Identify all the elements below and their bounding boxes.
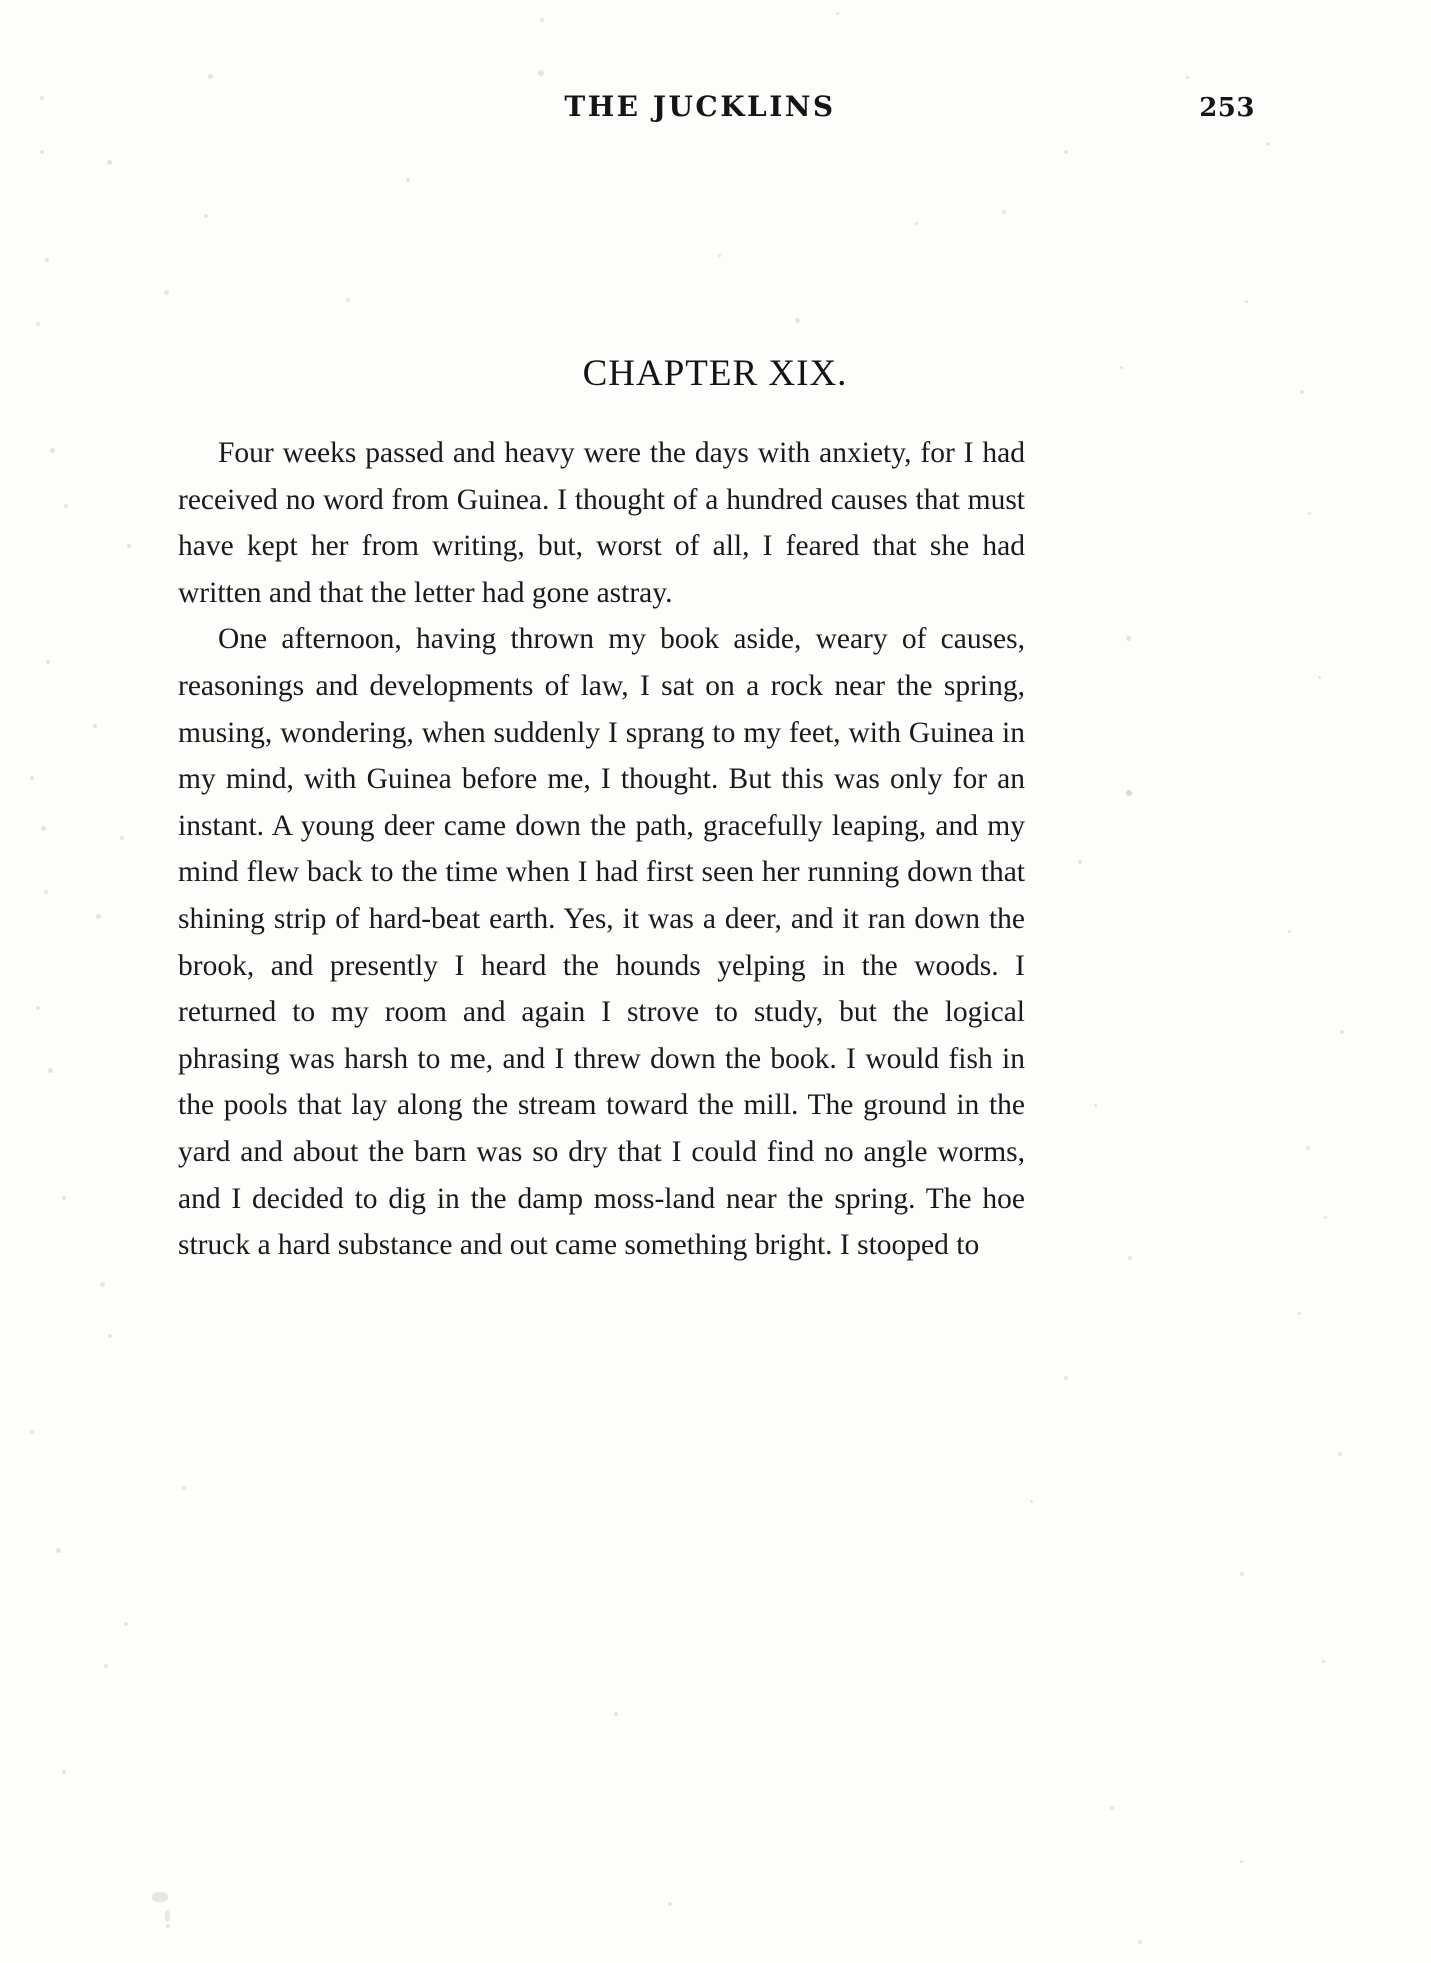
paragraph: Four weeks passed and heavy were the days with anxiety, for I had received no word from Guinea. I thought of a hundred causes that must have kept her from writing, but, worst of all, I feared that she had written and that the letter had gone astray. <box>178 437 1025 609</box>
paragraph: One afternoon, having thrown my book aside, weary of causes, reasonings and developments of law, I sat on a rock near the spring, musing, wondering, when suddenly I sprang to my feet, with Guinea in my mind, with Guinea before me, I thought. But this was only for an instant. A young deer came down the path, gracefully leaping, and my mind flew back to the time when I had first seen her running down that shining strip of hard-beat earth. Yes, it was a deer, and it ran down the brook, and presently I heard the hounds yelping in the woods. I returned to my room and again I strove to study, but the logical phrasing was harsh to me, and I threw down the book. I would fish in the pools that lay along the stream toward the mill. The ground in the yard and about the barn was so dry that I could find no angle worms, and I decided to dig in the damp moss-land near the spring. The hoe struck a hard substance and out came something bright. I stooped to <box>178 623 1025 1262</box>
body-text <box>178 430 1025 1269</box>
running-head-title: THE JUCKLINS <box>564 90 836 123</box>
chapter-heading: CHAPTER XIX. <box>582 353 848 394</box>
page-number: 253 <box>1199 93 1255 123</box>
running-head <box>175 90 1255 123</box>
